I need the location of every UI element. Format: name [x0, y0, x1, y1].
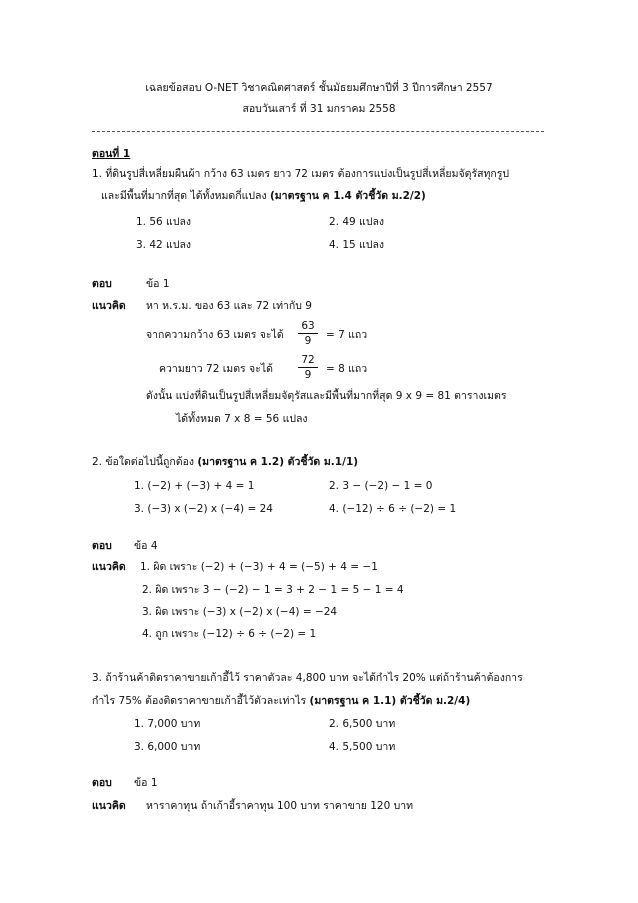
q3-choice-1: 1. 7,000 บาท: [134, 718, 201, 730]
q3-text-line1: 3. ถ้าร้านค้าติดราคาขายเก้าอี้ไว้ ราคาตัวละ 4,800 บาท จะได้กำไร 20% แต่ถ้าร้านค้าต้องการ: [92, 672, 523, 684]
q3-answer: ข้อ 1: [134, 777, 158, 789]
q3-choice-2: 2. 6,500 บาท: [329, 718, 396, 730]
q2-text-body: 2. ข้อใดต่อไปนี้ถูกต้อง: [92, 456, 198, 468]
q1-step1-denominator: 9: [304, 335, 312, 348]
q1-text-line2: [101, 190, 426, 203]
q1-answer-label: ตอบ: [92, 278, 112, 290]
q2-standard: (มาตรฐาน ค 1.2) ตัวชี้วัด ม.1/1): [197, 456, 359, 468]
q2-choice-4: 4. (−12) ÷ 6 ÷ (−2) = 1: [329, 503, 457, 515]
q3-method-intro: หาราคาทุน ถ้าเก้าอี้ราคาทุน 100 บาท ราคาขาย 120 บาท: [146, 800, 414, 812]
q1-choice-4: 4. 15 แปลง: [329, 239, 385, 251]
q2-reason-2: 2. ผิด เพราะ 3 − (−2) − 1 = 3 + 2 − 1 = 5 − 1 = 4: [142, 584, 404, 596]
q1-step1-fraction: [298, 320, 318, 347]
q1-step2-text: ความยาว 72 เมตร จะได้: [159, 363, 273, 375]
q3-method-label: แนวคิด: [92, 800, 126, 812]
q1-method-label: แนวคิด: [92, 300, 126, 312]
q3-text-line2: [92, 695, 470, 708]
q2-choice-1: 1. (−2) + (−3) + 4 = 1: [134, 480, 255, 492]
q1-text-line2-body: และมีพื้นที่มากที่สุด ได้ทั้งหมดกี่แปลง: [101, 190, 270, 202]
q1-step1-result: = 7 แถว: [326, 329, 368, 341]
q3-choice-4: 4. 5,500 บาท: [329, 741, 396, 753]
q1-choice-1: 1. 56 แปลง: [136, 216, 192, 228]
q2-method-label: แนวคิด: [92, 561, 126, 573]
q3-choice-3: 3. 6,000 บาท: [134, 741, 201, 753]
q2-reason-3: 3. ผิด เพราะ (−3) x (−2) x (−4) = −24: [142, 606, 338, 618]
q3-answer-label: ตอบ: [92, 777, 112, 789]
q1-text-line1: 1. ที่ดินรูปสี่เหลี่ยมผืนผ้า กว้าง 63 เมตร ยาว 72 เมตร ต้องการแบ่งเป็นรูปสี่เหลี่ยมจัตุรัสทุกรูป: [92, 168, 510, 180]
q1-standard: (มาตรฐาน ค 1.4 ตัวชี้วัด ม.2/2): [269, 190, 426, 202]
q2-answer-label: ตอบ: [92, 540, 112, 552]
q1-conclusion-1: ดังนั้น แบ่งที่ดินเป็นรูปสี่เหลี่ยมจัตุรัสและมีพื้นที่มากที่สุด 9 x 9 = 81 ตารางเมตร: [146, 390, 507, 402]
section-title: ตอนที่ 1: [92, 148, 131, 160]
q2-text: [92, 456, 358, 469]
q2-choice-2: 2. 3 − (−2) − 1 = 0: [329, 480, 433, 492]
q2-reason-4: 4. ถูก เพราะ (−12) ÷ 6 ÷ (−2) = 1: [142, 628, 317, 640]
q1-step2-result: = 8 แถว: [326, 363, 368, 375]
q3-text-line2-body: กำไร 75% ต้องติดราคาขายเก้าอี้ไว้ตัวละเท่าไร: [92, 695, 310, 707]
q2-choice-3: 3. (−3) x (−2) x (−4) = 24: [134, 503, 273, 515]
q2-reason-1: 1. ผิด เพราะ (−2) + (−3) + 4 = (−5) + 4 = −1: [140, 561, 378, 573]
q1-step1-text: จากความกว้าง 63 เมตร จะได้: [146, 329, 284, 341]
q1-step1-numerator: 63: [298, 320, 318, 334]
q1-answer: ข้อ 1: [146, 278, 170, 290]
q3-standard: (มาตรฐาน ค 1.1) ตัวชี้วัด ม.2/4): [309, 695, 471, 707]
q1-conclusion-2: ได้ทั้งหมด 7 x 8 = 56 แปลง: [176, 413, 308, 425]
q1-choice-3: 3. 42 แปลง: [136, 239, 192, 251]
q1-step2-fraction: [298, 354, 318, 381]
header-title: เฉลยข้อสอบ O-NET วิชาคณิตศาสตร์ ชั้นมัธยมศึกษาปีที่ 3 ปีการศึกษา 2557: [145, 82, 493, 94]
q1-method-intro: หา ห.ร.ม. ของ 63 และ 72 เท่ากับ 9: [146, 300, 312, 312]
dashed-divider: [92, 131, 544, 132]
header-date: สอบวันเสาร์ ที่ 31 มกราคม 2558: [242, 103, 396, 115]
q1-choice-2: 2. 49 แปลง: [329, 216, 385, 228]
q1-step2-denominator: 9: [304, 369, 312, 382]
q2-answer: ข้อ 4: [134, 540, 158, 552]
q1-step2-numerator: 72: [298, 354, 318, 368]
